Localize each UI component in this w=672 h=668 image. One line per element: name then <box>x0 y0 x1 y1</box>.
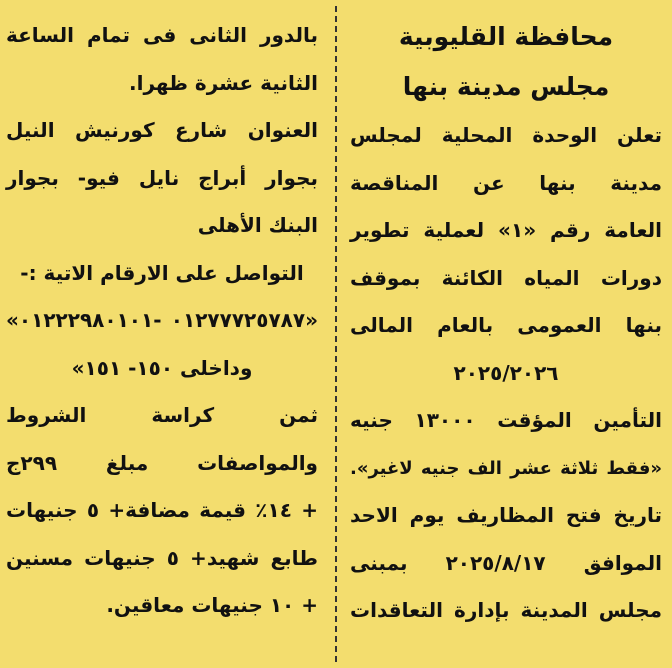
phone-numbers: «٠١٢٧٧٧٢٥٧٨٧ -٠١٢٢٢٩٨٠١٠١» <box>6 308 318 332</box>
fees-line: طابع شهيد+ ٥ جنيهات مسنين <box>6 545 318 570</box>
notice-line: تعلن الوحدة المحلية لمجلس <box>350 123 662 147</box>
address-line: بجوار أبراج نايل فيو- بجوار <box>6 165 318 190</box>
city-council-heading: مجلس مدينة بنها <box>402 72 610 101</box>
contact-heading: التواصل على الارقام الاتية :- <box>20 260 304 285</box>
opening-date-value: الموافق ٢٠٢٥/٨/١٧ بمبنى <box>350 550 662 575</box>
fees-line: + ١٤٪ قيمة مضافة+ ٥ جنيهات <box>6 498 318 522</box>
notice-line: مدينة بنها عن المناقصة <box>350 170 662 195</box>
address-line: العنوان شارع كورنيش النيل <box>6 118 318 142</box>
left-column <box>0 0 330 668</box>
right-column <box>342 0 672 668</box>
extension-numbers: وداخلى ١٥٠- ١٥١» <box>71 355 253 380</box>
fiscal-year: ٢٠٢٥/٢٠٢٦ <box>453 360 559 385</box>
deposit-amount-words: «فقط ثلاثة عشر الف جنيه لاغير». <box>350 457 662 479</box>
booklet-price-line: ثمن كراسة الشروط <box>6 403 318 427</box>
fees-line: + ١٠ جنيهات معاقين. <box>106 593 318 617</box>
governorate-heading: محافظة القليوبية <box>398 22 614 51</box>
booklet-price-line: والمواصفات مبلغ ٢٩٩ج <box>6 450 318 475</box>
notice-line: مجلس المدينة بإدارة التعاقدات <box>350 598 662 622</box>
notice-line: الثانية عشرة ظهرا. <box>129 70 318 95</box>
notice-line: بالدور الثانى فى تمام الساعة <box>6 23 318 47</box>
column-divider <box>335 6 337 662</box>
notice-line: بنها العمومى بالعام المالى <box>350 313 662 337</box>
notice-line: العامة رقم «١» لعملية تطوير <box>350 218 662 242</box>
deposit-amount: التأمين المؤقت ١٣٠٠٠ جنيه <box>350 408 662 432</box>
opening-date: تاريخ فتح المظاريف يوم الاحد <box>350 503 662 527</box>
notice-line: دورات المياه الكائنة بموقف <box>350 265 662 290</box>
address-line: البنك الأهلى <box>197 213 318 237</box>
